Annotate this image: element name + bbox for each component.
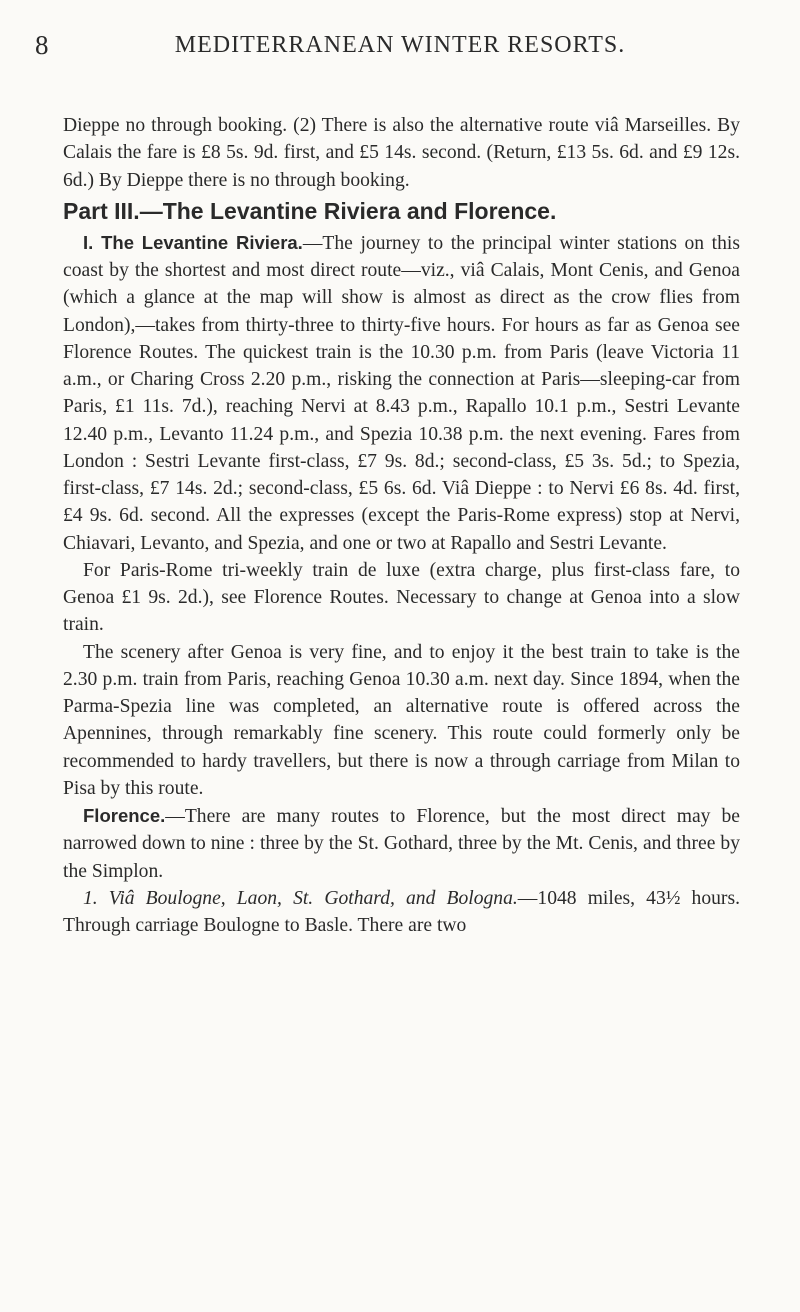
- levantine-heading: I. The Levantine Riviera.: [83, 231, 303, 253]
- page-header: [0, 30, 800, 66]
- text-body: [63, 112, 740, 939]
- part-heading: Part III.—The Levantine Riviera and Florence.: [63, 197, 557, 224]
- page-number: 8: [35, 30, 49, 60]
- route-one-body: —1048 miles, 43½ hours. Through carriage Boulogne to Basle. There are two: [63, 887, 740, 936]
- route-one-heading: 1. Viâ Boulogne, Laon, St. Gothard, and Bologna.: [83, 887, 518, 909]
- paragraph-route-one: [63, 885, 740, 940]
- paragraph-scenery: The scenery after Genoa is very fine, and to enjoy it the best train to take is the 2.30 p.m. train from Paris, reaching Genoa 10.30 a.m. next day. Since 1894, when the Parma-Spezia line was completed, an alternative route is offered across the Apennines, through remarkably fine scenery. This route could formerly only be recommended to hardy travellers, but there is now a through carriage from Milan to Pisa by this route.: [63, 641, 740, 799]
- florence-body: —There are many routes to Florence, but the most direct may be narrowed down to nine : three by the St. Gothard, three by the Mt. Cenis, and three by the Simplon.: [63, 806, 740, 882]
- paragraph-florence: [63, 802, 740, 885]
- paragraph-levantine: [63, 229, 740, 557]
- florence-heading: Florence.: [83, 805, 166, 826]
- paragraph-paris-rome: For Paris-Rome tri-weekly train de luxe (extra charge, plus first-class fare, to Genoa £1 9s. 2d.), see Florence Routes. Necessary to change at Genoa into a slow train.: [63, 559, 740, 636]
- levantine-body: —The journey to the principal winter stations on this coast by the shortest and most direct route—viz., viâ Calais, Mont Cenis, and Genoa (which a glance at the map will show is almost as direct as the crow flies from London),—takes from thirty-three to thirty-five hours. For hours as far as Genoa see Florence Routes. The quickest train is the 10.30 p.m. from Paris (leave Victoria 11 a.m., or Charing Cross 2.20 p.m., risking the connection at Paris—sleeping-car from Paris, £1 11s. 7d.), reaching Nervi at 8.43 p.m., Rapallo 10.1 p.m., Sestri Levante 12.40 p.m., Levanto 11.24 p.m., and Spezia 10.38 p.m. the next evening. Fares from London : Sestri Levante first-class, £7 9s. 8d.; second-class, £5 3s. 5d.; to Spezia, first-class, £7 14s. 2d.; second-class, £5 6s. 6d. Viâ Dieppe : to Nervi £6 8s. 4d. first, £4 9s. 6d. second. All the expresses (except the Paris-Rome express) stop at Nervi, Chiavari, Levanto, and Spezia, and one or two at Rapallo and Sestri Levante.: [63, 232, 740, 554]
- running-title: MEDITERRANEAN WINTER RESORTS.: [174, 32, 626, 58]
- paragraph-intro: Dieppe no through booking. (2) There is also the alternative route viâ Marseilles. By Calais the fare is £8 5s. 9d. first, and £5 14s. second. (Return, £13 5s. 6d. and £9 12s. 6d.) By Dieppe there is no through booking.: [63, 115, 740, 191]
